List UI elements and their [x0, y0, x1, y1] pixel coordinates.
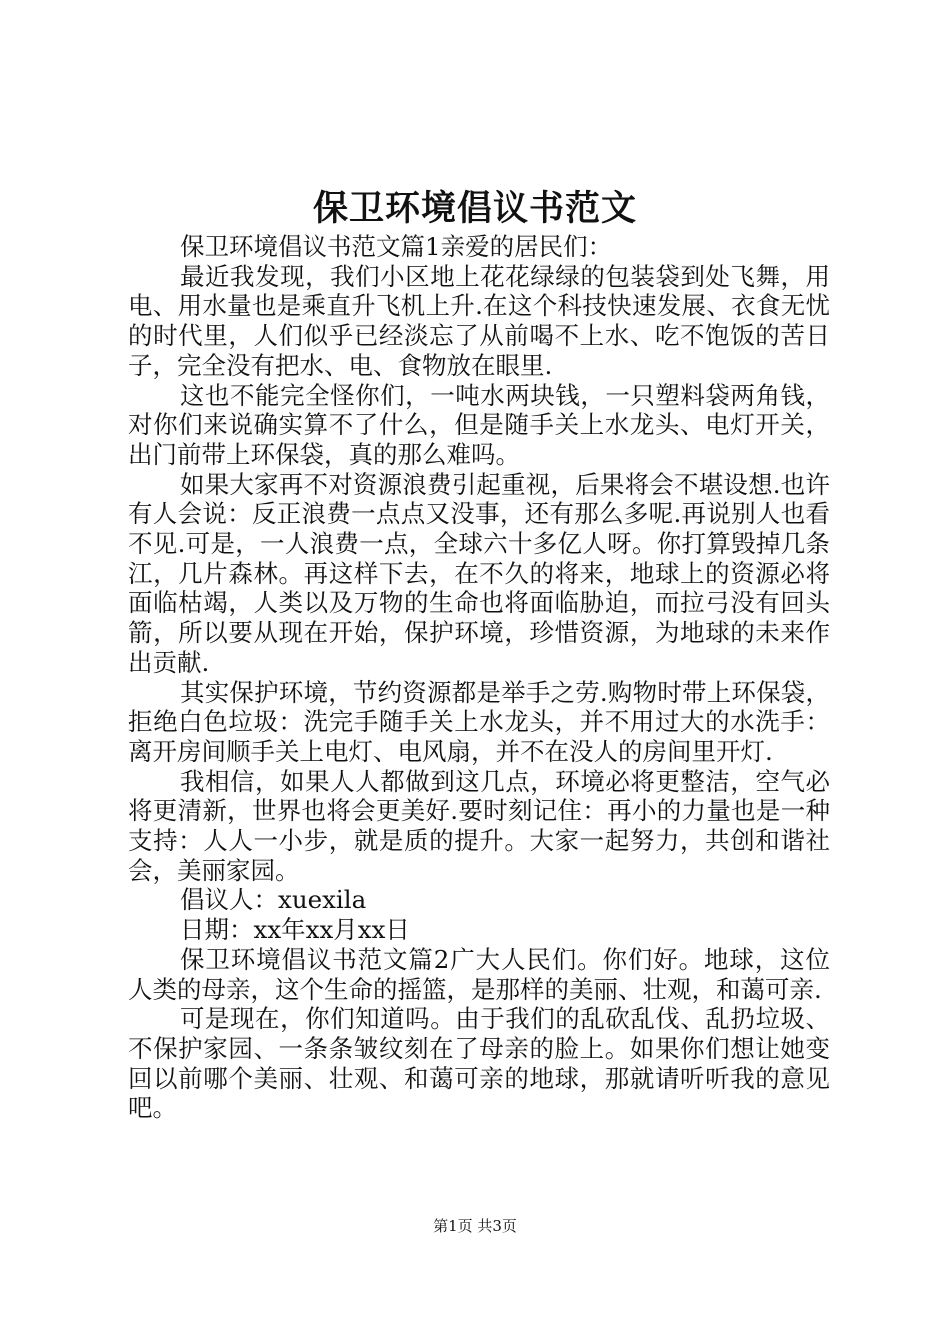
- paragraph: 可是现在，你们知道吗。由于我们的乱砍乱伐、乱扔垃圾、不保护家园、一条条皱纹刻在了母亲的脸上。如果你们想让她变回以前哪个美丽、壮观、和蔼可亲的地球，那就请听听我的意见吧。: [128, 1004, 830, 1123]
- paragraph: 其实保护环境，节约资源都是举手之劳.购物时带上环保袋，拒绝白色垃圾：洗完手随手关上水龙头，并不用过大的水洗手：离开房间顺手关上电灯、电风扇，并不在没人的房间里开灯.: [128, 677, 830, 766]
- page-number-footer: 第1页 共3页: [433, 1217, 517, 1235]
- paragraph: 这也不能完全怪你们，一吨水两块钱，一只塑料袋两角钱，对你们来说确实算不了什么，但是随手关上水龙头、电灯开关，出门前带上环保袋，真的那么难吗。: [128, 380, 830, 469]
- paragraph: 如果大家再不对资源浪费引起重视，后果将会不堪设想.也许有人会说：反正浪费一点点又没事，还有那么多呢.再说别人也看不见.可是，一人浪费一点，全球六十多亿人呀。你打算毁掉几条江，几片森林。再这样下去，在不久的将来，地球上的资源必将面临枯竭，人类以及万物的生命也将面临胁迫，而拉弓没有回头箭，所以要从现在开始，保护环境，珍惜资源，为地球的未来作出贡献.: [128, 469, 830, 677]
- document-body: [128, 232, 830, 1123]
- paragraph-salutation: 保卫环境倡议书范文篇1亲爱的居民们：: [180, 232, 613, 261]
- date-line: 日期：xx年xx月xx日: [180, 915, 410, 945]
- paragraph: 保卫环境倡议书范文篇2广大人民们。你们好。地球，这位人类的母亲，这个生命的摇篮，是那样的美丽、壮观，和蔼可亲.: [128, 944, 830, 1004]
- signatory-line: 倡议人：xuexila: [180, 885, 367, 915]
- paragraph: 我相信，如果人人都做到这几点，环境必将更整洁，空气必将更清新，世界也将会更美好.要时刻记住：再小的力量也是一种支持：人人一小步，就是质的提升。大家一起努力，共创和谐社会，美丽家园。: [128, 766, 830, 885]
- paragraph: 最近我发现，我们小区地上花花绿绿的包装袋到处飞舞，用电、用水量也是乘直升飞机上升.在这个科技快速发展、衣食无忧的时代里，人们似乎已经淡忘了从前喝不上水、吃不饱饭的苦日子，完全没有把水、电、食物放在眼里.: [128, 261, 830, 380]
- document-title: 保卫环境倡议书范文: [312, 188, 637, 229]
